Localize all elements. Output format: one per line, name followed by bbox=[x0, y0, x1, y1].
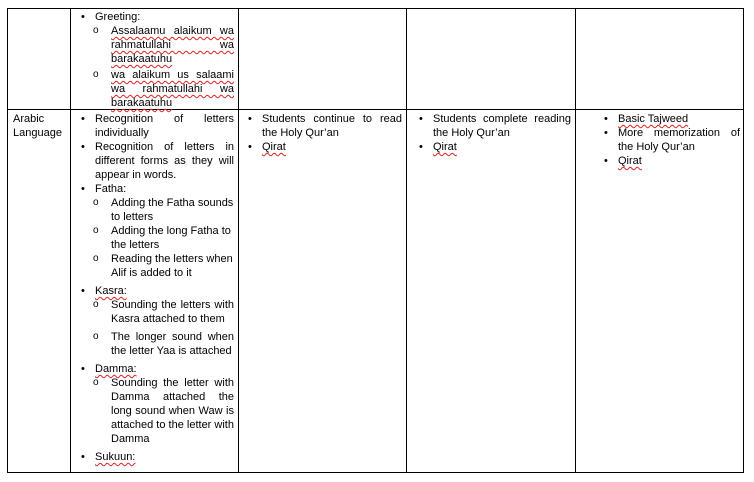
row2-col1-cell bbox=[77, 112, 234, 464]
sub-item-text: Reading the letters when Alif is added to it bbox=[111, 253, 233, 279]
table-col-divider-2 bbox=[238, 8, 239, 473]
circle-bullet-icon: o bbox=[93, 299, 99, 310]
damma-heading: Damma: bbox=[95, 363, 137, 375]
item-text: More memorization of the Holy Qur’an bbox=[618, 127, 740, 153]
bullet-icon: • bbox=[81, 451, 85, 463]
circle-bullet-icon: o bbox=[93, 69, 99, 80]
list-item bbox=[77, 450, 234, 464]
list-item bbox=[415, 112, 571, 140]
circle-bullet-icon: o bbox=[93, 225, 99, 236]
sub-item-text: Adding the long Fatha to the letters bbox=[111, 225, 231, 251]
greeting-item bbox=[77, 10, 234, 24]
bullet-icon: • bbox=[419, 141, 423, 153]
circle-bullet-icon: o bbox=[93, 25, 99, 36]
circle-bullet-icon: o bbox=[93, 377, 99, 388]
sub-list-item bbox=[77, 196, 234, 224]
table-border-top bbox=[7, 8, 744, 9]
table-col-divider-4 bbox=[575, 8, 576, 473]
list-item bbox=[600, 112, 740, 126]
list-item bbox=[77, 112, 234, 140]
bullet-icon: • bbox=[81, 141, 85, 153]
greeting-text-2: wa alaikum us salaami wa rahmatullahi wa barakaatuhu bbox=[111, 69, 234, 109]
sub-list-item bbox=[77, 252, 234, 280]
list-item bbox=[415, 140, 571, 154]
greeting-sub-item bbox=[77, 68, 234, 110]
list-item bbox=[77, 284, 234, 298]
circle-bullet-icon: o bbox=[93, 331, 99, 342]
sub-item-text: Sounding the letter with Damma attached the long sound when Waw is attached to the letter with Damma bbox=[111, 377, 234, 445]
bullet-icon: • bbox=[81, 363, 85, 375]
circle-bullet-icon: o bbox=[93, 253, 99, 264]
fatha-heading: Fatha: bbox=[95, 183, 127, 195]
list-item bbox=[244, 140, 402, 154]
subject-cell bbox=[13, 112, 67, 140]
table-border-left bbox=[7, 8, 8, 473]
item-text: Qirat bbox=[262, 141, 286, 153]
bullet-icon: • bbox=[81, 11, 85, 23]
bullet-icon: • bbox=[81, 285, 85, 297]
sub-item-text: Adding the Fatha sounds to letters bbox=[111, 197, 234, 223]
table-col-divider-3 bbox=[406, 8, 407, 473]
item-text: Qirat bbox=[618, 155, 642, 167]
sub-list-item bbox=[77, 376, 234, 446]
list-item bbox=[77, 362, 234, 376]
row2-col3-cell bbox=[415, 112, 571, 154]
bullet-icon: • bbox=[604, 155, 608, 167]
greeting-sub-item bbox=[77, 24, 234, 66]
bullet-icon: • bbox=[604, 127, 608, 139]
bullet-icon: • bbox=[248, 141, 252, 153]
greeting-text-1: Assalaamu alaikum wa rahmatullahi wa barakaatuhu bbox=[111, 25, 234, 65]
bullet-icon: • bbox=[81, 113, 85, 125]
list-item bbox=[77, 140, 234, 182]
list-item bbox=[600, 126, 740, 154]
kasra-heading: Kasra: bbox=[95, 285, 127, 297]
item-text: Basic Tajweed bbox=[618, 113, 689, 125]
item-text: Qirat bbox=[433, 141, 457, 153]
item-text: Recognition of letters individually bbox=[95, 113, 234, 139]
row2-col2-cell bbox=[244, 112, 402, 154]
bullet-icon: • bbox=[604, 113, 608, 125]
item-text: Students continue to read the Holy Qur’an bbox=[262, 113, 402, 139]
list-item bbox=[600, 154, 740, 168]
sub-list-item bbox=[77, 298, 234, 326]
list-item bbox=[77, 182, 234, 196]
item-text: Recognition of letters in different forms as they will appear in words. bbox=[95, 141, 234, 181]
sub-list-item bbox=[77, 330, 234, 358]
table-col-divider-1 bbox=[70, 8, 71, 473]
table-border-right bbox=[743, 8, 744, 473]
sukuun-heading: Sukuun: bbox=[95, 451, 136, 463]
item-text: Students complete reading the Holy Qur’an bbox=[433, 113, 571, 139]
bullet-icon: • bbox=[419, 113, 423, 125]
circle-bullet-icon: o bbox=[93, 197, 99, 208]
bullet-icon: • bbox=[248, 113, 252, 125]
sub-list-item bbox=[77, 224, 234, 252]
list-item bbox=[244, 112, 402, 140]
bullet-icon: • bbox=[81, 183, 85, 195]
row1-col1-cell bbox=[77, 10, 234, 110]
table-border-bottom bbox=[7, 472, 744, 473]
sub-item-text: Sounding the letters with Kasra attached to them bbox=[111, 299, 234, 325]
row2-col4-cell bbox=[600, 112, 740, 168]
subject-label: Arabic Language bbox=[13, 113, 62, 139]
sub-item-text: The longer sound when the letter Yaa is attached bbox=[111, 331, 234, 357]
greeting-label: Greeting: bbox=[95, 11, 141, 23]
